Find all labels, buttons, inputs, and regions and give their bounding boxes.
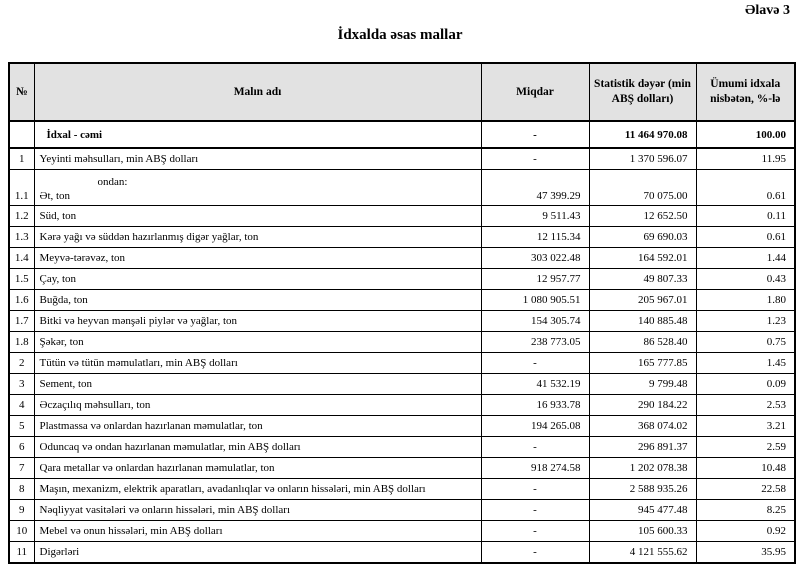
cell-value: 2 588 935.26 bbox=[589, 479, 696, 500]
cell-quantity: - bbox=[481, 542, 589, 564]
cell-value: 11 464 970.08 bbox=[589, 121, 696, 148]
cell-quantity: - bbox=[481, 437, 589, 458]
table-row bbox=[9, 458, 795, 479]
cell-name: Yeyinti məhsulları, min ABŞ dolları bbox=[34, 148, 481, 170]
table-row bbox=[9, 248, 795, 269]
cell-share: 1.80 bbox=[696, 290, 795, 311]
cell-share: 2.59 bbox=[696, 437, 795, 458]
cell-share: 0.11 bbox=[696, 206, 795, 227]
cell-name: Kərə yağı və süddən hazırlanmış digər yağlar, ton bbox=[34, 227, 481, 248]
cell-name: Digərləri bbox=[34, 542, 481, 564]
cell-no: 9 bbox=[9, 500, 34, 521]
col-header-no: № bbox=[9, 63, 34, 121]
cell-no: 1.3 bbox=[9, 227, 34, 248]
cell-share: 3.21 bbox=[696, 416, 795, 437]
cell-share: 0.43 bbox=[696, 269, 795, 290]
table-row bbox=[9, 227, 795, 248]
cell-name: Buğda, ton bbox=[34, 290, 481, 311]
cell-share: 0.61 bbox=[696, 227, 795, 248]
cell-value: 945 477.48 bbox=[589, 500, 696, 521]
cell-quantity: 1 080 905.51 bbox=[481, 290, 589, 311]
cell-name: Şəkər, ton bbox=[34, 332, 481, 353]
cell-no: 7 bbox=[9, 458, 34, 479]
cell-share: 100.00 bbox=[696, 121, 795, 148]
cell-value: 86 528.40 bbox=[589, 332, 696, 353]
cell-value: 12 652.50 bbox=[589, 206, 696, 227]
table-row bbox=[9, 311, 795, 332]
cell-value: 69 690.03 bbox=[589, 227, 696, 248]
cell-name: Qara metallar və onlardan hazırlanan məmulatlar, ton bbox=[34, 458, 481, 479]
cell-no: 10 bbox=[9, 521, 34, 542]
cell-quantity: 12 957.77 bbox=[481, 269, 589, 290]
cell-share: 22.58 bbox=[696, 479, 795, 500]
table-row bbox=[9, 416, 795, 437]
cell-value: 164 592.01 bbox=[589, 248, 696, 269]
cell-value: 205 967.01 bbox=[589, 290, 696, 311]
cell-no: 11 bbox=[9, 542, 34, 564]
cell-name: Nəqliyyat vasitələri və onların hissələri, min ABŞ dolları bbox=[34, 500, 481, 521]
cell-quantity: 41 532.19 bbox=[481, 374, 589, 395]
table-row bbox=[9, 148, 795, 170]
cell-name: Oduncaq və ondan hazırlanan məmulatlar, min ABŞ dolları bbox=[34, 437, 481, 458]
cell-share: 1.44 bbox=[696, 248, 795, 269]
cell-value: 49 807.33 bbox=[589, 269, 696, 290]
cell-value: 296 891.37 bbox=[589, 437, 696, 458]
cell-quantity: 9 511.43 bbox=[481, 206, 589, 227]
cell-share: 2.53 bbox=[696, 395, 795, 416]
cell-value: 9 799.48 bbox=[589, 374, 696, 395]
cell-quantity: - bbox=[481, 148, 589, 170]
cell-quantity: 238 773.05 bbox=[481, 332, 589, 353]
cell-name: Maşın, mexanizm, elektrik aparatları, avadanlıqlar və onların hissələri, min ABŞ dolları bbox=[34, 479, 481, 500]
table-row bbox=[9, 170, 795, 206]
cell-name: Plastmassa və onlardan hazırlanan məmulatlar, ton bbox=[34, 416, 481, 437]
table-row bbox=[9, 500, 795, 521]
table-row bbox=[9, 290, 795, 311]
table-row bbox=[9, 374, 795, 395]
cell-no: 1.4 bbox=[9, 248, 34, 269]
cell-name: Süd, ton bbox=[34, 206, 481, 227]
cell-name: Bitki və heyvan mənşəli piylər və yağlar, ton bbox=[34, 311, 481, 332]
cell-value: 1 202 078.38 bbox=[589, 458, 696, 479]
cell-quantity: - bbox=[481, 121, 589, 148]
cell-no: 3 bbox=[9, 374, 34, 395]
table-row bbox=[9, 437, 795, 458]
cell-share: 10.48 bbox=[696, 458, 795, 479]
cell-no: 1 bbox=[9, 148, 34, 170]
cell-quantity: 194 265.08 bbox=[481, 416, 589, 437]
cell-name: Tütün və tütün məmulatları, min ABŞ dolları bbox=[34, 353, 481, 374]
cell-quantity: - bbox=[481, 521, 589, 542]
col-header-quantity: Miqdar bbox=[481, 63, 589, 121]
page-title: İdxalda əsas mallar bbox=[337, 27, 463, 43]
table-row bbox=[9, 542, 795, 564]
cell-share: 8.25 bbox=[696, 500, 795, 521]
table-header-row bbox=[9, 63, 795, 121]
annex-label: Əlavə 3 bbox=[745, 3, 790, 18]
cell-share: 1.23 bbox=[696, 311, 795, 332]
cell-name: Meyvə-tərəvəz, ton bbox=[34, 248, 481, 269]
table-row bbox=[9, 206, 795, 227]
cell-value: 4 121 555.62 bbox=[589, 542, 696, 564]
col-header-value: Statistik dəyər (min ABŞ dolları) bbox=[589, 63, 696, 121]
cell-no: 5 bbox=[9, 416, 34, 437]
cell-no: 1.7 bbox=[9, 311, 34, 332]
cell-share: 0.92 bbox=[696, 521, 795, 542]
cell-share: 1.45 bbox=[696, 353, 795, 374]
table-body bbox=[9, 121, 795, 563]
cell-no: 1.2 bbox=[9, 206, 34, 227]
cell-value: 290 184.22 bbox=[589, 395, 696, 416]
cell-no: 8 bbox=[9, 479, 34, 500]
cell-no: 1.5 bbox=[9, 269, 34, 290]
cell-name: Sement, ton bbox=[34, 374, 481, 395]
cell-name bbox=[34, 170, 481, 206]
cell-value: 165 777.85 bbox=[589, 353, 696, 374]
cell-quantity: 16 933.78 bbox=[481, 395, 589, 416]
cell-quantity: 47 399.29 bbox=[481, 170, 589, 206]
cell-no: 1.6 bbox=[9, 290, 34, 311]
table-row bbox=[9, 353, 795, 374]
cell-value: 368 074.02 bbox=[589, 416, 696, 437]
cell-no: 4 bbox=[9, 395, 34, 416]
cell-share: 11.95 bbox=[696, 148, 795, 170]
cell-quantity: 918 274.58 bbox=[481, 458, 589, 479]
cell-share: 0.09 bbox=[696, 374, 795, 395]
cell-no: 1.8 bbox=[9, 332, 34, 353]
cell-share: 35.95 bbox=[696, 542, 795, 564]
table-row bbox=[9, 479, 795, 500]
cell-no: 2 bbox=[9, 353, 34, 374]
cell-quantity: - bbox=[481, 500, 589, 521]
cell-value: 140 885.48 bbox=[589, 311, 696, 332]
cell-name: Mebel və onun hissələri, min ABŞ dolları bbox=[34, 521, 481, 542]
cell-share: 0.75 bbox=[696, 332, 795, 353]
cell-value: 1 370 596.07 bbox=[589, 148, 696, 170]
col-header-share: Ümumi idxala nisbətən, %-lə bbox=[696, 63, 795, 121]
cell-quantity: - bbox=[481, 353, 589, 374]
cell-name: Əczaçılıq məhsulları, ton bbox=[34, 395, 481, 416]
table-row bbox=[9, 121, 795, 148]
cell-quantity: 154 305.74 bbox=[481, 311, 589, 332]
imports-table bbox=[8, 62, 796, 564]
table-row bbox=[9, 332, 795, 353]
table-row bbox=[9, 521, 795, 542]
cell-name-text: Ət, ton bbox=[39, 190, 71, 202]
cell-name-prefix: ondan: bbox=[97, 176, 128, 188]
table-row bbox=[9, 395, 795, 416]
cell-value: 105 600.33 bbox=[589, 521, 696, 542]
cell-value: 70 075.00 bbox=[589, 170, 696, 206]
cell-name: İdxal - cəmi bbox=[34, 121, 481, 148]
cell-no: 6 bbox=[9, 437, 34, 458]
cell-share: 0.61 bbox=[696, 170, 795, 206]
table-row bbox=[9, 269, 795, 290]
cell-no: 1.1 bbox=[9, 170, 34, 206]
cell-quantity: - bbox=[481, 479, 589, 500]
cell-quantity: 12 115.34 bbox=[481, 227, 589, 248]
cell-no bbox=[9, 121, 34, 148]
cell-name: Çay, ton bbox=[34, 269, 481, 290]
col-header-name: Malın adı bbox=[34, 63, 481, 121]
cell-quantity: 303 022.48 bbox=[481, 248, 589, 269]
